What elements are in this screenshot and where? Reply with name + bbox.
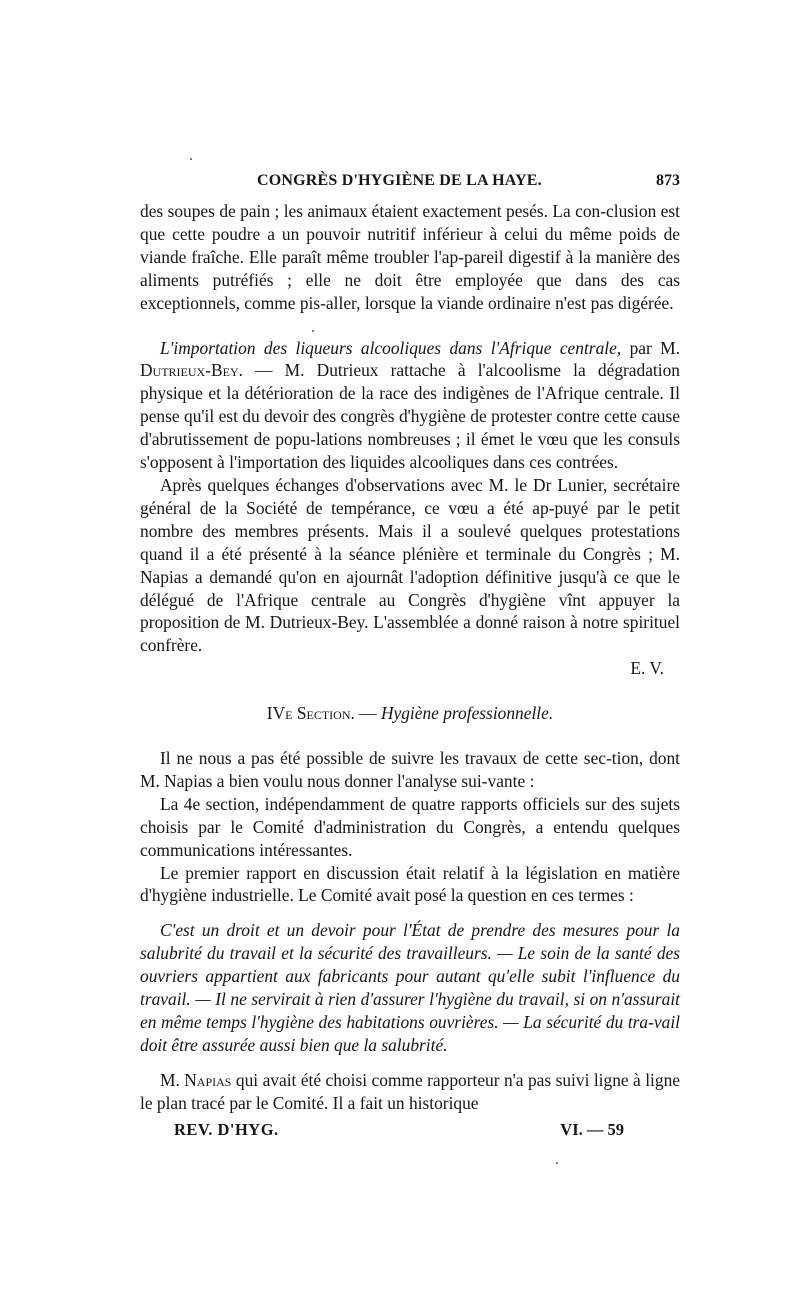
author-name: Dutrieux-Bey bbox=[140, 360, 239, 381]
body-text bbox=[140, 200, 680, 1115]
paragraph-section-reports: La 4e section, indépendamment de quatre rapports officiels sur des sujets choisis par le Comité d'administration du Congrès, a entendu quelques communications intéressantes. bbox=[140, 793, 680, 860]
author-prefix: par M. bbox=[629, 337, 680, 358]
page-number: 873 bbox=[656, 172, 680, 189]
communication-title: L'importation des liqueurs alcooliques dans l'Afrique centrale, bbox=[160, 337, 622, 358]
paragraph-powder-experiment: des soupes de pain ; les animaux étaient exactement pesés. La con-clusion est que cette poudre a un pouvoir nutritif inférieur à celui du même poids de viande fraîche. Elle paraît même troubler l'ap-pareil digestif à la manière des aliments putréfiés ; elle ne doit être employée que dans des cas exceptionnels, comme pis-aller, lorsque la viande ordinaire n'est pas digérée. bbox=[140, 201, 680, 313]
volume-signature: VI. — 59 bbox=[560, 1120, 624, 1139]
journal-signature: REV. D'HYG. bbox=[174, 1120, 279, 1139]
print-speck bbox=[556, 1162, 558, 1164]
section-label: IVe Section. bbox=[266, 703, 355, 724]
paragraph-first-report: Le premier rapport en discussion était relatif à la législation en matière d'hygiène industrielle. Le Comité avait posé la question en ces termes : bbox=[140, 862, 680, 906]
print-speck bbox=[312, 330, 314, 332]
paragraph-discussion: Après quelques échanges d'observations avec M. le Dr Lunier, secrétaire général de la Société de tempérance, ce vœu a été ap-puyé par le petit nombre des membres présents. Mais il a soulevé quelques protestations quand il a été présenté à la séance plénière et terminale du Congrès ; M. Napias a demandé qu'on en ajournât l'adoption définitive jusqu'à ce que le délégué de l'Afrique centrale au Congrès d'hygiène vînt appuyer la proposition de M. Dutrieux-Bey. L'assemblée a donné raison à notre spirituel confrère. bbox=[140, 474, 680, 656]
section-title: Hygiène professionnelle. bbox=[380, 703, 554, 724]
author-signature: E. V. bbox=[630, 658, 664, 679]
page-footer bbox=[174, 1120, 624, 1142]
page-header bbox=[140, 172, 680, 194]
paragraph-liquor-importation bbox=[140, 337, 680, 474]
paragraph-rapporteur bbox=[140, 1069, 680, 1115]
paragraph-section-intro: Il ne nous a pas été possible de suivre les travaux de cette sec-tion, dont M. Napias a bien voulu nous donner l'analyse sui-vante : bbox=[140, 748, 680, 791]
print-speck bbox=[190, 158, 192, 160]
rapporteur-name: M. Napias bbox=[160, 1069, 232, 1090]
quoted-question: C'est un droit et un devoir pour l'État de prendre des mesures pour la salubrité du travail et la sécurité des travailleurs. — Le soin de la santé des ouvriers appartient aux fabricants pour autant qu'elle subit l'influence du travail. — Il ne servirait à rien d'assurer l'hygiène du travail, si on n'assurait en même temps l'hygiène des habitations ouvrières. — La sécurité du tra-vail doit être assurée aussi bien que la salubrité. bbox=[140, 920, 680, 1055]
running-title: CONGRÈS D'HYGIÈNE DE LA HAYE. bbox=[257, 172, 542, 189]
communication-body: . — M. Dutrieux rattache à l'alcoolisme la dégradation physique et la détérioration de la race des indigènes de l'Afrique centrale. Il pense qu'il est du devoir des congrès d'hygiène de protester contre cette cause d'abrutissement de popu-lations nombreuses ; il émet le vœu que les consuls s'opposent à l'importation des liquides alcooliques dans ces contrées. bbox=[140, 360, 680, 473]
section-heading bbox=[140, 702, 680, 725]
rapporteur-text: qui avait été choisi comme rapporteur n'a pas suivi ligne à ligne le plan tracé par le Comité. Il a fait un historique bbox=[140, 1069, 680, 1113]
section-dash: — bbox=[354, 703, 381, 724]
